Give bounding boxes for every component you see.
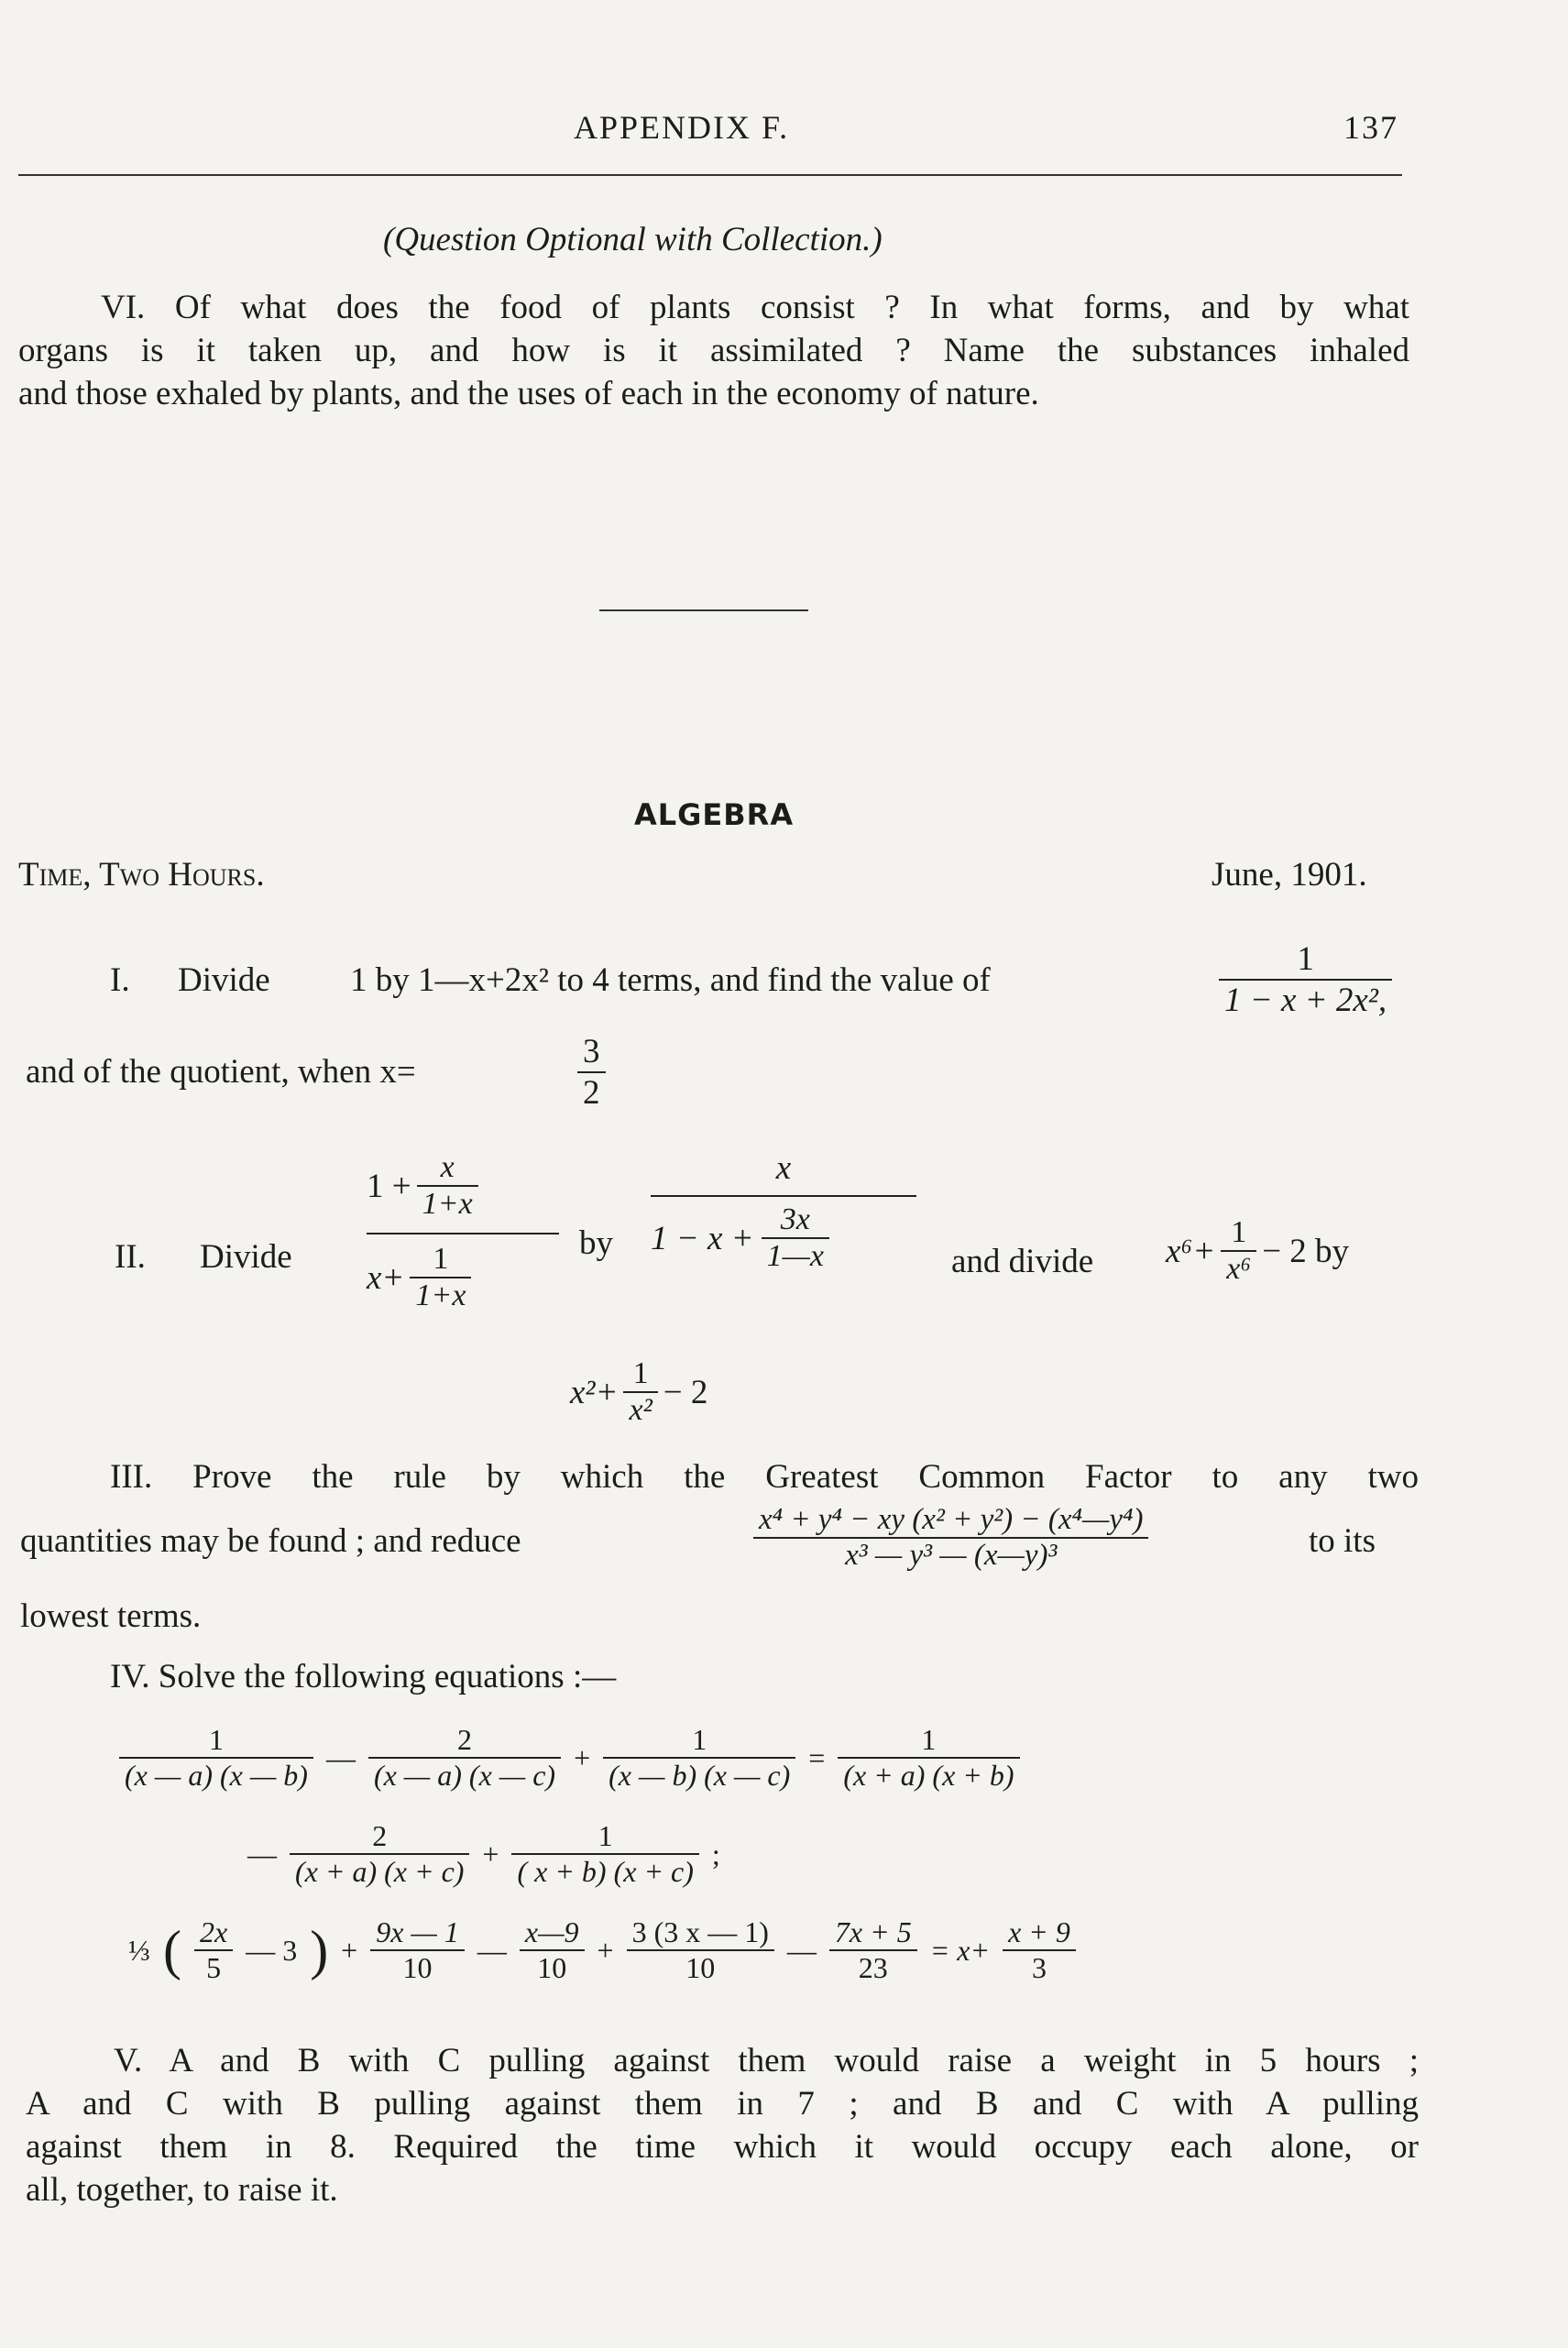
section-title: ALGEBRA: [634, 797, 795, 832]
q4-label: IV. Solve the following equations :—: [110, 1658, 617, 1695]
fraction-numerator: 1: [692, 1723, 707, 1756]
q2-divide: Divide: [200, 1238, 292, 1276]
fraction-numerator: 1: [632, 1356, 649, 1390]
q2-complex-fraction-a: [367, 1150, 559, 1313]
q1-x-fraction: [577, 1032, 606, 1113]
q2-d-lead: x²+: [570, 1373, 619, 1411]
equals-x: = x+: [929, 1933, 991, 1967]
q2-b-den-lead: 1 − x +: [651, 1219, 754, 1257]
fraction-numerator: 3: [583, 1033, 600, 1070]
q2-expression-c: [1166, 1215, 1349, 1287]
fraction-denominator: 2: [577, 1071, 606, 1113]
q4-equation-1: [119, 1723, 1020, 1793]
q2-and-divide: and divide: [951, 1243, 1094, 1280]
optional-note: (Question Optional with Collection.): [383, 221, 883, 258]
q4-equation-2: [128, 1915, 1076, 1985]
q2-d-tail: − 2: [663, 1373, 708, 1411]
fraction-numerator: 1: [208, 1723, 224, 1756]
fraction-numerator: 1: [1297, 940, 1314, 978]
fraction-denominator: 1+x: [410, 1277, 471, 1313]
fraction-denominator: 1—x: [762, 1237, 829, 1274]
fraction-numerator: x + 9: [1008, 1915, 1070, 1948]
q1-text: 1 by 1—x+2x² to 4 terms, and find the value of: [350, 961, 991, 999]
fraction-denominator: 3: [1003, 1949, 1076, 1985]
paren-open: (: [163, 1920, 181, 1980]
fraction-denominator: 10: [520, 1949, 585, 1985]
section-divider: [599, 609, 808, 611]
q3-line2: quantities may be found ; and reduce: [20, 1522, 521, 1560]
fraction-numerator: 7x + 5: [834, 1915, 912, 1948]
question-v-line: V. A and B with C pulling against them would raise a weight in 5 hours ;: [114, 2042, 1419, 2079]
question-v-line: all, together, to raise it.: [26, 2171, 338, 2209]
fraction-numerator: 1: [1231, 1215, 1247, 1249]
minus-three: — 3: [246, 1933, 298, 1967]
question-iii-line: III. Prove the rule by which the Greatest Common Factor to any two: [110, 1458, 1419, 1496]
question-vi-line: organs is it taken up, and how is it assimilated ? Name the substances inhaled: [18, 332, 1409, 369]
fraction-numerator: 2: [372, 1819, 388, 1852]
operator: —: [325, 1740, 356, 1774]
page-number: 137: [1343, 109, 1398, 146]
exam-time: Time, Two Hours.: [18, 856, 265, 894]
fraction-denominator: (x + a) (x + b): [838, 1757, 1019, 1793]
fraction-numerator: x—9: [524, 1915, 579, 1948]
fraction-denominator: (x — a) (x — c): [368, 1757, 561, 1793]
operator: +: [341, 1933, 358, 1967]
q4-equation-1-cont: [247, 1819, 720, 1889]
header-rule: [18, 174, 1402, 176]
operator: +: [574, 1740, 591, 1774]
q2-c-tail: − 2 by: [1262, 1232, 1350, 1270]
q2-a-bot-lead: x+: [367, 1258, 405, 1297]
fraction-denominator: 10: [370, 1949, 465, 1985]
fraction-numerator: 1: [598, 1819, 613, 1852]
fraction-denominator: 1 − x + 2x²,: [1219, 979, 1392, 1020]
fraction-denominator: x³ — y³ — (x—y)³: [753, 1537, 1148, 1573]
q2-complex-fraction-b: [651, 1148, 916, 1274]
operator: —: [786, 1933, 817, 1967]
fraction-denominator: 10: [627, 1949, 774, 1985]
q3-line3: lowest terms.: [20, 1597, 202, 1635]
question-iii: [18, 1455, 1419, 1498]
operator: —: [247, 1837, 277, 1871]
fraction-denominator: ( x + b) (x + c): [511, 1853, 698, 1889]
exam-date: June, 1901.: [1212, 856, 1367, 894]
fraction-denominator: 5: [194, 1949, 233, 1985]
fraction-numerator: 2: [457, 1723, 472, 1756]
fraction-denominator: (x + a) (x + c): [290, 1853, 469, 1889]
fraction-numerator: 9x — 1: [376, 1915, 459, 1948]
punctuation: ;: [711, 1837, 720, 1871]
operator: +: [597, 1933, 614, 1967]
operator: +: [482, 1837, 499, 1871]
paren-close: ): [310, 1920, 329, 1980]
question-v: [26, 2039, 1419, 2211]
q1-fraction: [1219, 939, 1392, 1020]
q3-line2-end: to its: [1309, 1522, 1376, 1560]
operator: =: [808, 1740, 826, 1774]
question-v-line: against them in 8. Required the time which it would occupy each alone, or: [26, 2128, 1419, 2166]
fraction-denominator: 23: [829, 1949, 917, 1985]
q2-label: II.: [115, 1238, 146, 1276]
fraction-numerator: 3 (3 x — 1): [631, 1915, 769, 1948]
q2-c-lead: x⁶+: [1166, 1232, 1216, 1270]
question-vi: [18, 286, 1409, 415]
q1-label: I.: [110, 961, 130, 999]
fraction-denominator: x²: [623, 1391, 657, 1428]
q2-by: by: [579, 1224, 613, 1262]
fraction-denominator: 1+x: [417, 1185, 478, 1222]
fraction-numerator: 2x: [199, 1915, 228, 1948]
fraction-numerator: x⁴ + y⁴ − xy (x² + y²) − (x⁴—y⁴): [759, 1503, 1144, 1536]
fraction-numerator: 1: [433, 1242, 449, 1276]
fraction-denominator: (x — a) (x — b): [119, 1757, 313, 1793]
question-vi-line: and those exhaled by plants, and the uses of each in the economy of nature.: [18, 375, 1039, 412]
q2-a-top-lead: 1 +: [367, 1167, 411, 1205]
question-vi-line: VI. Of what does the food of plants consist ? In what forms, and by what: [101, 289, 1409, 326]
fraction-numerator: 1: [921, 1723, 937, 1756]
fraction-denominator: x⁶: [1221, 1250, 1256, 1287]
q2-expression-d: [570, 1356, 707, 1428]
q2-b-numerator: x: [775, 1149, 792, 1187]
q1-divide: Divide: [178, 961, 270, 999]
q1-line2: and of the quotient, when x=: [26, 1053, 416, 1091]
fraction-numerator: x: [440, 1150, 455, 1184]
running-header-title: APPENDIX F.: [574, 109, 790, 146]
operator: —: [477, 1933, 507, 1967]
fraction-numerator: 3x: [780, 1202, 810, 1236]
q3-fraction: [753, 1503, 1148, 1573]
one-third: ⅓: [128, 1933, 150, 1967]
fraction-denominator: (x — b) (x — c): [603, 1757, 795, 1793]
question-v-line: A and C with B pulling against them in 7 ; and B and C with A pulling: [26, 2085, 1419, 2123]
